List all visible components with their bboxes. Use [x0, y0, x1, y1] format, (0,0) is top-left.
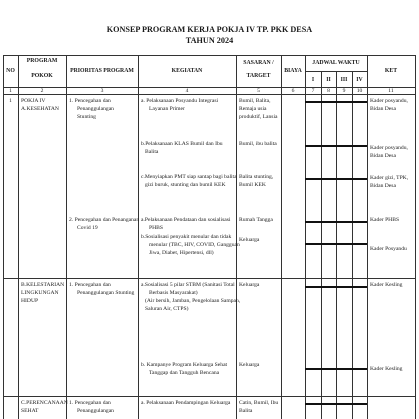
col-number: 5	[257, 88, 260, 94]
col-number: 10	[356, 88, 363, 94]
schedule-bar	[305, 101, 367, 103]
kegiatan-line: Tanggap dan Tangguh Bencana	[149, 370, 220, 376]
col-number: 2	[40, 88, 44, 94]
header-sasaran: SASARAN /	[243, 60, 274, 66]
kegiatan-line: Saluran Air, CTPS)	[145, 306, 189, 312]
ket-line: Kader posyandu,	[370, 145, 408, 151]
col-number: 1	[9, 88, 12, 94]
sasaran-line: Balita	[239, 408, 253, 414]
document-year: TAHUN 2024	[185, 36, 234, 45]
kegiatan-line: a. Pelaksanaan Posyandu Integrasi	[141, 98, 219, 104]
header-sasaran-2: TARGET	[246, 73, 271, 79]
col-line	[281, 55, 282, 419]
sasaran-line: Rumah Tangga	[239, 217, 273, 223]
header-q2: II	[326, 77, 331, 83]
section-c-rule	[3, 396, 416, 397]
schedule-bar	[305, 286, 367, 288]
header-jadwal: JADWAL WAKTU	[312, 60, 360, 66]
col-line	[66, 55, 67, 419]
col-number: 9	[342, 88, 346, 94]
kegiatan-line: a.Pelaksanaan Pendataan dan sosialisasi	[141, 217, 231, 223]
col-line	[138, 55, 139, 419]
col-line	[236, 55, 237, 419]
ket-line: Kader gizi, TPK,	[370, 175, 409, 181]
program-line: SEHAT	[21, 408, 39, 414]
kegiatan-line: gizi buruk, stunting dan bumil KEK	[145, 182, 226, 188]
sasaran-line: Keluarga	[239, 237, 260, 243]
program-kesehatan: A.KESEHATAN	[21, 106, 59, 112]
prioritas-line: Stunting	[77, 114, 96, 120]
ket-line: Bidan Desa	[370, 183, 396, 189]
col-line	[352, 71, 353, 419]
kegiatan-line: Balita	[145, 149, 159, 155]
header-q3: III	[340, 77, 348, 83]
ket-line: Kader Kesling	[370, 282, 403, 288]
col-number: 11	[388, 88, 394, 94]
kegiatan-line: b. Kampanye Program Keluarga Sehat	[141, 362, 228, 368]
prioritas-line: 1. Pencegahan dan	[69, 282, 111, 288]
kegiatan-line: c.Menyiapkan PMT siap santap bagi balita	[141, 174, 237, 180]
col-line	[367, 55, 368, 419]
sasaran-line: Bumil, ibu balita	[239, 141, 277, 147]
schedule-bar	[305, 178, 367, 180]
kegiatan-line: Berbasis Masyarakat)	[149, 290, 198, 296]
kegiatan-line: b.Sosialisasi penyakit menular dan tidak	[141, 234, 232, 240]
ket-line: Kader Kesling	[370, 366, 403, 372]
col-line	[415, 55, 416, 419]
sasaran-line: produktif, Lansia	[239, 114, 278, 120]
kegiatan-line: Jiwa, Diabet, Hipertensi, dll)	[149, 250, 214, 256]
document-title: KONSEP PROGRAM KERJA POKJA IV TP. PKK DESA	[106, 25, 313, 34]
kegiatan-line: Layanan Primer	[149, 106, 185, 112]
header-ket: KET	[384, 68, 398, 74]
col-number: 8	[327, 88, 330, 94]
header-prioritas: PRIORITAS PROGRAM	[70, 68, 134, 74]
col-line	[336, 71, 337, 419]
program-line: HIDUP	[21, 298, 39, 304]
header-program-2: POKOK	[31, 73, 53, 79]
header-q4: IV	[356, 77, 363, 83]
schedule-bar	[305, 368, 367, 370]
col-number: 6	[291, 88, 295, 94]
prioritas-line: Penanggulangan Stunting	[77, 290, 135, 296]
prioritas-line: 2. Pencegahan dan Penanganan	[69, 217, 140, 223]
program-line: C.PERENCANAAN	[21, 400, 68, 406]
col-line	[321, 71, 322, 419]
col-line	[3, 55, 4, 419]
kegiatan-line: PHBS	[149, 225, 163, 231]
col-line	[305, 55, 306, 419]
col-line	[18, 55, 19, 419]
col-number: 4	[185, 88, 189, 94]
kegiatan-line: a.Sosialisasi 5 pilar STBM (Sanitasi Total	[141, 282, 235, 288]
header-kegiatan: KEGIATAN	[171, 68, 203, 74]
prioritas-line: Penanggulangan	[77, 106, 114, 112]
prioritas-line: 1. Pencegahan dan	[69, 400, 111, 406]
ket-line: Kader PHBS	[370, 217, 400, 223]
ket-line: Kader posyandu,	[370, 98, 408, 104]
section-b-rule	[3, 278, 416, 279]
prioritas-line: Covid 19	[77, 225, 98, 231]
sasaran-line: Catin, Bumil, Ibu	[239, 400, 279, 406]
kegiatan-line: a. Pelaksanaan Pendampingan Keluarga	[141, 400, 231, 406]
header-no: NO	[6, 68, 15, 74]
col-number: 7	[311, 88, 315, 94]
ket-line: Bidan Desa	[370, 153, 396, 159]
schedule-bar	[305, 403, 367, 405]
ket-line: Bidan Desa	[370, 106, 396, 112]
sasaran-line: Keluarga	[239, 282, 260, 288]
sasaran-line: Remaja usia	[239, 106, 267, 112]
prioritas-line: 1. Pencegahan dan	[69, 98, 111, 104]
program-line: LINGKUNGAN	[21, 290, 59, 296]
sasaran-line: Bumil, Balita,	[239, 98, 271, 104]
sasaran-line: Keluarga	[239, 362, 260, 368]
col-number: 3	[100, 88, 104, 94]
kegiatan-line: menular (TBC, HIV, COVID, Gangguan	[149, 242, 240, 248]
ket-line: Kader Posyandu	[370, 246, 407, 252]
program-pokja: POKJA IV	[21, 98, 46, 104]
kegiatan-line: b.Pelaksanaan KLAS Bumil dan Ibu	[141, 141, 223, 147]
program-table	[3, 55, 416, 419]
header-biaya: BIAYA	[284, 68, 302, 74]
prioritas-line: Penanggulangan	[77, 408, 114, 414]
header-program: PROGRAM	[26, 58, 58, 64]
kegiatan-line: (Air bersih, Jamban, Pengelolaan Sampah,	[145, 298, 241, 304]
program-line: B.KELESTARIAN	[21, 282, 65, 288]
sasaran-line: Bumil KEK	[239, 182, 266, 188]
schedule-bar	[305, 145, 367, 147]
schedule-bar	[305, 243, 367, 245]
row-number: 1	[9, 98, 12, 104]
table-border-top	[3, 55, 416, 56]
sasaran-line: Balita stunting,	[239, 174, 274, 180]
schedule-bar	[305, 221, 367, 223]
header-q1: I	[311, 77, 315, 83]
